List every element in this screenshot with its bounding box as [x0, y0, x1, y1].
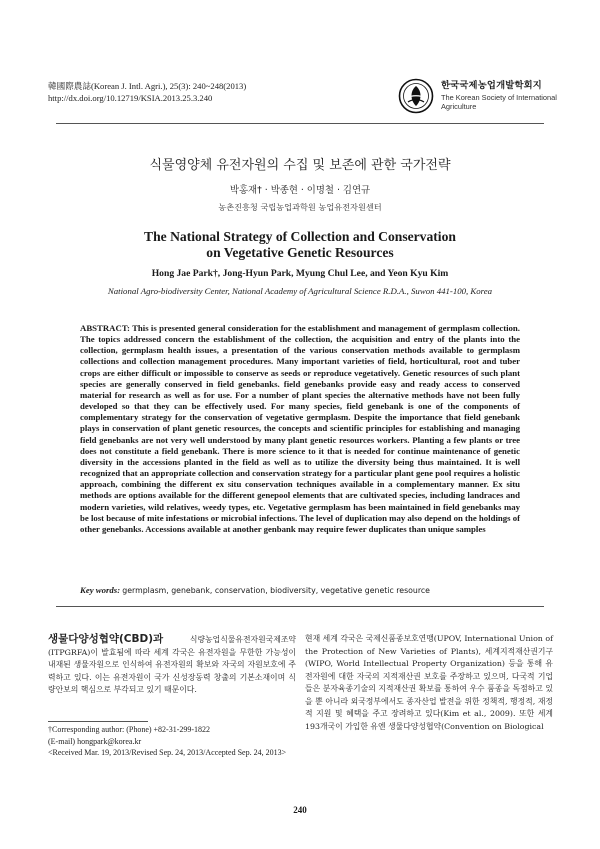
keywords-list: germplasm, genebank, conservation, biodiversity, vegetative genetic resource — [122, 586, 430, 595]
page-title-en: The National Strategy of Collection and Conservation on Vegetative Genetic Resources — [144, 229, 456, 260]
keywords-rule — [56, 606, 544, 607]
footnotes — [48, 724, 308, 759]
abstract: ABSTRACT: This is presented general consideration for the establishment and management of germplasm collection. The topics addressed concern the establishment of the collection, the acquisition and entry of the plants into the collection, germplasm health issues, a presentation of the various conservation methods available to germplasm collections and collection management procedures. Many important varieties of field, horticultural, root and tuber crops are either difficult or impossible to conserve as seeds or reproduce vegetatively. Genetic resources of such plant species are generally conserved in field genebanks. field genebanks provide easy and ready access to conserved material for research as well as for use. For a number of plant species the alternative methods have not been fully developed so that they can be effectively used. For many species, field genebank is one of the components of complementary strategy for the conservation of vegetative germplasm. Despite the importance that field genebank plays in conservation of plant genetic resources, the concepts and scientific principles for establishing and managing field genebanks are not very well understood by many plant genetic resources workers. Planting a few plants or tree does not constitute a field genebank. There is more science to it that is needed for continue maintenance of genetic diversity in the accessions planted in the field as well as to utilize the diversity being thus maintained. It is well recognized that an appropriate collection and conservation strategy for a particular plant gene pool requires a holistic approach, combining the different ex situ conservation techniques available in a complementary manner. Ex situ methods are options available for the different genepool elements that are cultivated species, including landraces and modern varieties, wild relatives, weedy types, etc. Vegetative germplasm has been maintained in field genebanks may be lost because of mite infestations or microbial infections. The level of duplication may also depend on the holdings of other genebanks. Accessions available at another genbank may require fewer duplicates than unique samples — [80, 323, 520, 534]
page-title-ko: 식물영양체 유전자원의 수집 및 보존에 관한 국가전략 — [149, 158, 451, 173]
body-left-text: 식량농업식물유전자원국제조약(ITPGRFA)이 발효됨에 따라 세계 각국은 유전자원을 무한한 가능성이 내재된 생물자원으로 인식하여 유전자원의 확보와 자국의 자원보호에 주력하고 있다. 이는 유전자원이 국가 신성장동력 창출의 기본소재이며 식량안보의 핵심으로 부각되고 있기 때문이다. — [48, 635, 296, 694]
journal-citation: 韓國際農誌(Korean J. Intl. Agri.), 25(3): 240~248(2013) — [48, 81, 247, 91]
body-lead: 생물다양성협약(CBD)과 — [48, 633, 164, 645]
keywords-label: Key words: — [80, 585, 121, 595]
journal-doi[interactable]: http://dx.doi.org/10.12719/KSIA.2013.25.3.240 — [48, 93, 213, 103]
journal-header — [48, 80, 246, 104]
affiliation-ko: 농촌진흥청 국립농업과학원 농업유전자원센터 — [218, 202, 382, 212]
society-name — [441, 77, 571, 111]
authors-en: Hong Jae Park†, Jong-Hyun Park, Myung Chul Lee, and Yeon Kyu Kim — [151, 268, 449, 279]
footnote-email[interactable]: (E-mail) hongpark@korea.kr — [48, 736, 142, 746]
page-number: 240 — [293, 805, 307, 815]
society-logo-icon — [398, 78, 434, 114]
footnote-rule — [48, 721, 148, 722]
body-left-column — [48, 633, 296, 697]
body-right-column: 현재 세계 각국은 국제신품종보호연맹(UPOV, International Union of the Protection of New Varieties of Plants), 세계지적재산권기구(WIPO, World Intellectual Property Organization) 등을 통해 유전자원에 대한 자국의 지적재산권 보호를 주장하고 있으며, 다국적 기업들은 분자육종기술의 지적재산권 확보를 통하여 우수 품종을 독점하고 있을 뿐 아니라 외국정부에서도 종자산업 발전을 위한 정책적, 행정적, 재정적 지원 및 혜택을 주고 장려하고 있다(Kim et al., 2009). 또한 세계 193개국이 가입한 유엔 생물다양성협약(Convention on Biological — [305, 634, 553, 731]
society-name-ko: 한국국제농업개발학회지 — [441, 80, 542, 91]
header-rule — [56, 123, 544, 124]
footnote-corresponding: †Corresponding author: (Phone) +82-31-299-1822 — [48, 725, 211, 734]
keywords — [80, 585, 520, 595]
authors-ko: 박홍재† · 박종현 · 이명철 · 김연규 — [229, 185, 371, 196]
footnote-dates: <Received Mar. 19, 2013/Revised Sep. 24, 2013/Accepted Sep. 24, 2013> — [48, 748, 287, 757]
society-name-en: The Korean Society of International Agriculture — [441, 93, 557, 111]
affiliation-en: National Agro-biodiversity Center, National Academy of Agricultural Science R.D.A., Suwon 441-100, Korea — [107, 286, 493, 296]
